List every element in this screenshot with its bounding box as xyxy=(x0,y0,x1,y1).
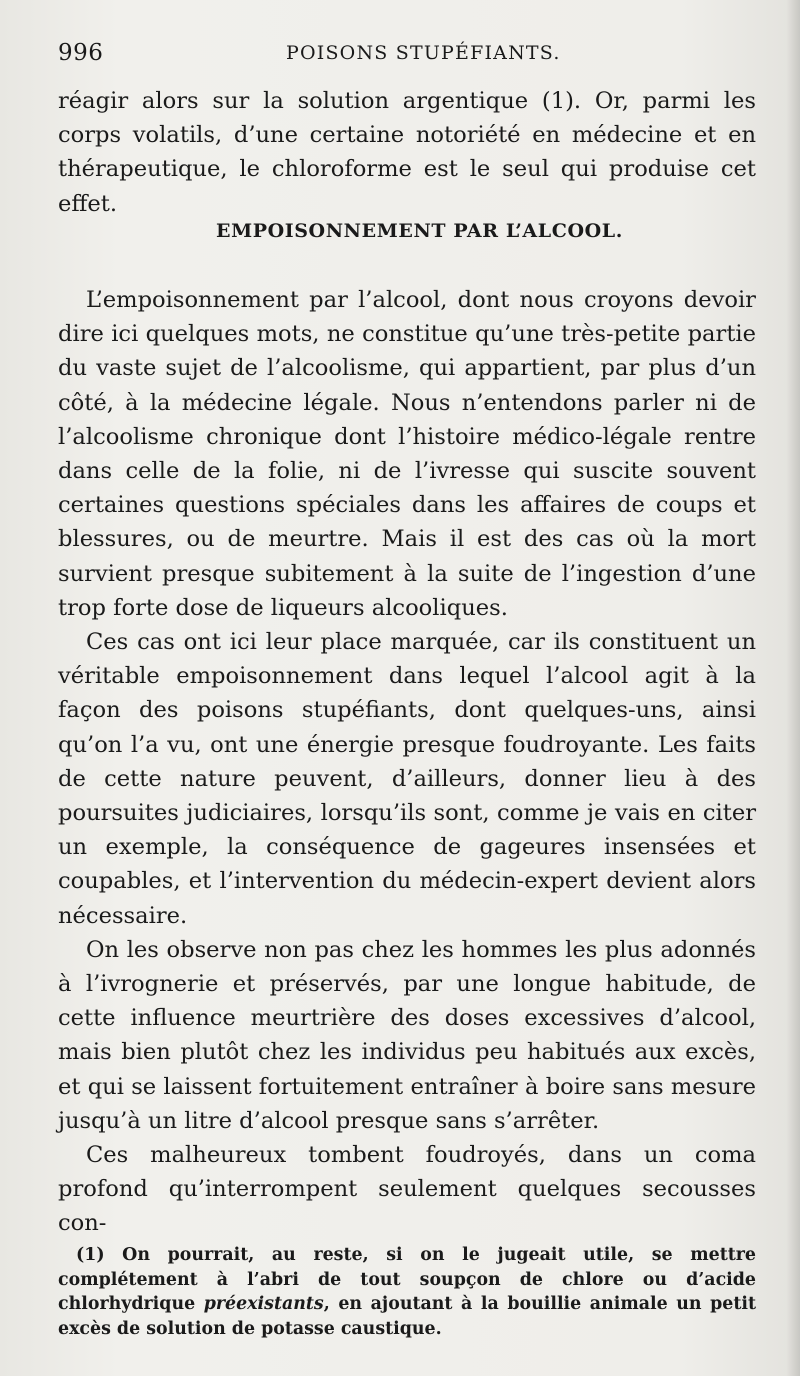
section-heading: EMPOISONNEMENT PAR L’ALCOOL. xyxy=(216,220,623,242)
page-header xyxy=(58,40,758,70)
page-edge-shadow xyxy=(786,0,800,1376)
paragraph-3: On les observe non pas chez les hommes les plus adonnés à l’ivrognerie et préservés, par une longue habitude, de cette influence meurtrière des doses excessives d’alcool, mais bien plutôt chez les individus peu habitués aux excès, et qui se laissent fortuitement entraîner à boire sans mesure jusqu’à un litre d’alcool presque sans s’arrêter. xyxy=(58,936,756,1134)
intro-text-block xyxy=(58,84,756,221)
footnote-part-1: (1) On pourrait, au reste, si on le jugeait utile, se mettre complétement à l’abri de tout soupçon de chlore ou d’acide chlorhydrique xyxy=(58,1245,756,1314)
running-title: POISONS STUPÉFIANTS. xyxy=(286,42,561,64)
paragraph-2: Ces cas ont ici leur place marquée, car ils constituent un véritable empoisonnement dans lequel l’alcool agit à la façon des poisons stupéfiants, dont quelques-uns, ainsi qu’on l’a vu, ont une énergie presque foudroyante. Les faits de cette nature peuvent, d’ailleurs, donner lieu à des poursuites judiciaires, lorsqu’ils sont, comme je vais en citer un exemple, la conséquence de gageures insensées et coupables, et l’intervention du médecin-expert devient alors nécessaire. xyxy=(58,629,756,929)
section-body xyxy=(58,283,756,1241)
page-number: 996 xyxy=(58,40,104,66)
footnote-italic-word: préexistants xyxy=(203,1294,324,1314)
intro-paragraph: réagir alors sur la solution argentique (1). Or, parmi les corps volatils, d’une certaine notoriété en médecine et en thérapeutique, le chloroforme est le seul qui produise cet effet. xyxy=(58,88,756,217)
paragraph-4: Ces malheureux tombent foudroyés, dans un coma profond qu’interrompent seulement quelques secousses con- xyxy=(58,1142,756,1237)
paragraph-1: L’empoisonnement par l’alcool, dont nous croyons devoir dire ici quelques mots, ne constitue qu’une très-petite partie du vaste sujet de l’alcoolisme, qui appartient, par plus d’un côté, à la médecine légale. Nous n’entendons parler ni de l’alcoolisme chronique dont l’histoire médico-légale rentre dans celle de la folie, ni de l’ivresse qui suscite souvent certaines questions spéciales dans les affaires de coups et blessures, ou de meurtre. Mais il est des cas où la mort survient presque subitement à la suite de l’ingestion d’une trop forte dose de liqueurs alcooliques. xyxy=(58,287,756,621)
footnote-text xyxy=(58,1243,756,1341)
footnote xyxy=(58,1243,756,1341)
footnote-part-2: , en ajoutant à la bouillie animale un petit excès de solution de potasse caustique. xyxy=(58,1294,757,1339)
